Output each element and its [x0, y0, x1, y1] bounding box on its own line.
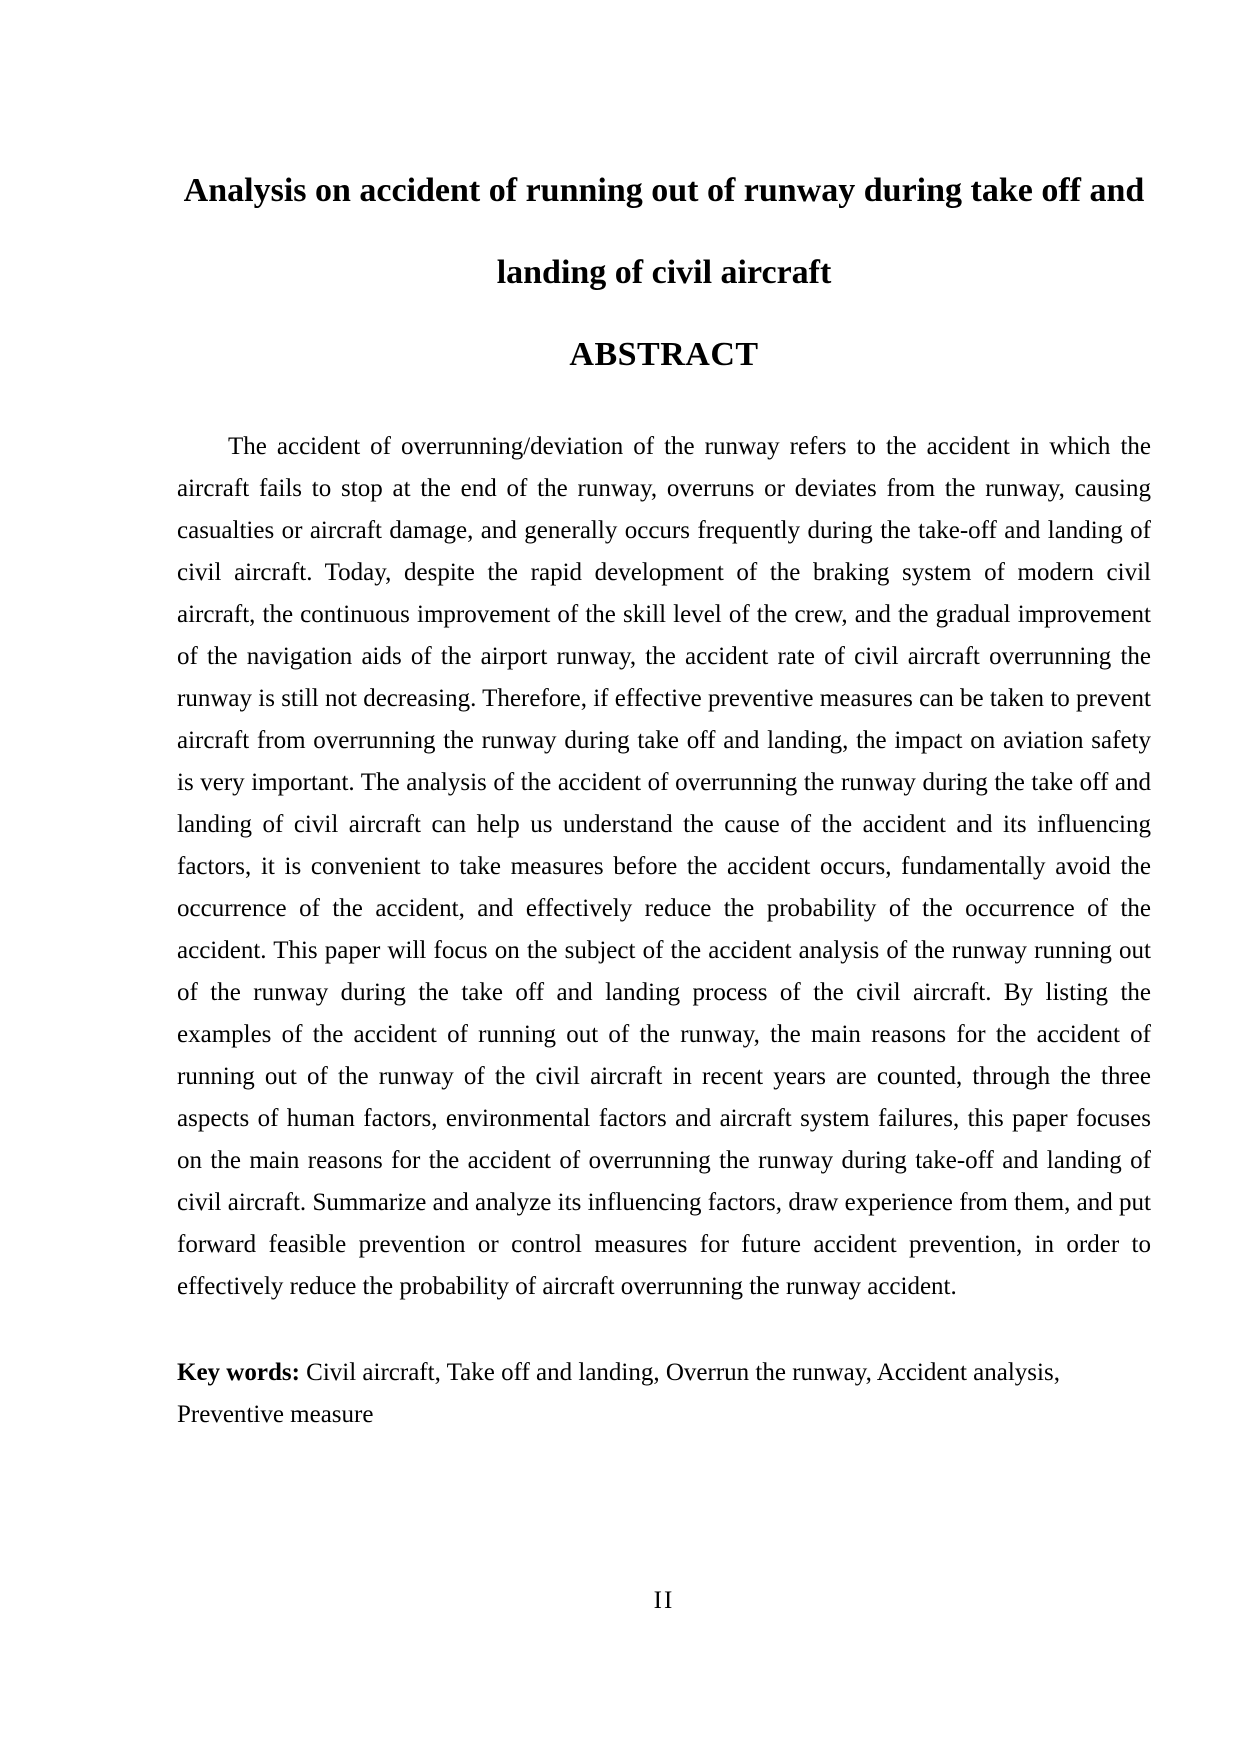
document-title — [177, 150, 1151, 314]
keywords-label: Key words: — [177, 1359, 300, 1386]
abstract-heading: ABSTRACT — [569, 336, 759, 373]
page-content — [177, 0, 1151, 1436]
abstract-paragraph: The accident of overrunning/deviation of the runway refers to the accident in which the aircraft fails to stop at the end of the runway, overruns or deviates from the runway, causing casualties or aircraft damage, and generally occurs frequently during the take-off and landing of civil aircraft. Today, despite the rapid development of the braking system of modern civil aircraft, the continuous improvement of the skill level of the crew, and the gradual improvement of the navigation aids of the airport runway, the accident rate of civil aircraft overrunning the runway is still not decreasing. Therefore, if effective preventive measures can be taken to prevent aircraft from overrunning the runway during take off and landing, the impact on aviation safety is very important. The analysis of the accident of overrunning the runway during the take off and landing of civil aircraft can help us understand the cause of the accident and its influencing factors, it is convenient to take measures before the accident occurs, fundamentally avoid the occurrence of the accident, and effectively reduce the probability of the occurrence of the accident. This paper will focus on the subject of the accident analysis of the runway running out of the runway during the take off and landing process of the civil aircraft. By listing the examples of the accident of running out of the runway, the main reasons for the accident of running out of the runway of the civil aircraft in recent years are counted, through the three aspects of human factors, environmental factors and aircraft system failures, this paper focuses on the main reasons for the accident of overrunning the runway during take-off and landing of civil aircraft. Summarize and analyze its influencing factors, draw experience from them, and put forward feasible prevention or control measures for future accident prevention, in order to effectively reduce the probability of aircraft overrunning the runway accident. — [177, 433, 1151, 1300]
title-line-2: landing of civil aircraft — [496, 254, 832, 291]
keywords-line — [177, 1352, 1151, 1436]
page-number: II — [653, 1587, 675, 1614]
keywords-text: Civil aircraft, Take off and landing, Overrun the runway, Accident analysis, Preventive measure — [177, 1359, 1060, 1428]
title-line-1: Analysis on accident of running out of runway during take off and — [183, 172, 1145, 209]
